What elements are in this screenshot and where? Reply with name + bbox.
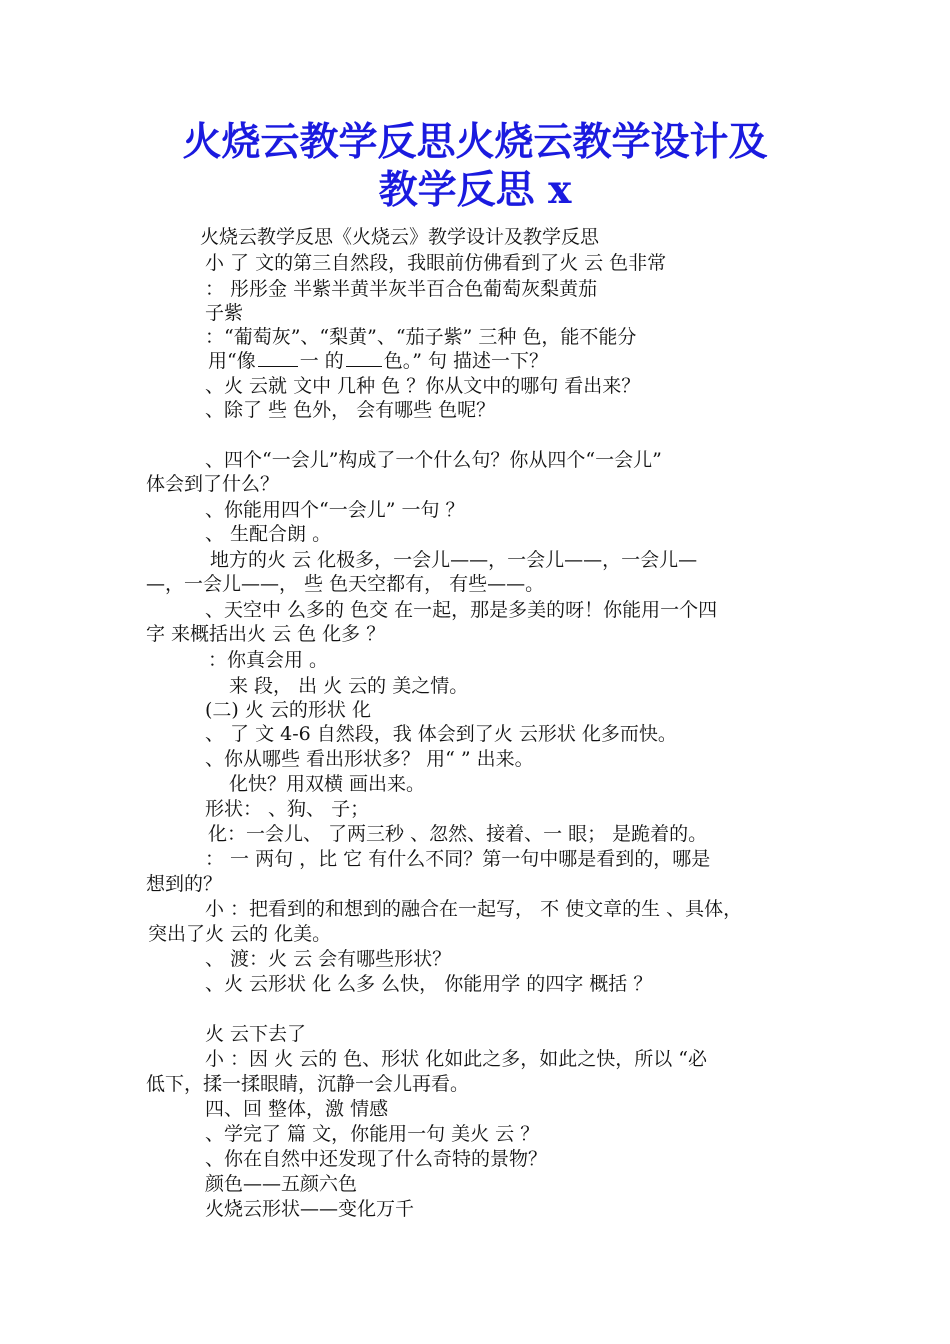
paragraph-line: 低下，揉一揉眼睛，沉静一会儿再看。 [146,1073,470,1095]
paragraph-line: ：你真会用 。 [208,649,329,671]
paragraph-line: 火 云下去了 [205,1023,307,1045]
paragraph-line: 、 了 文 4-6 自然段，我 体会到了火 云形状 化多而快。 [205,723,677,745]
title-line-1: 火烧云教学反思火烧云教学设计及 [182,119,768,165]
paragraph-line: 、你在自然中还发现了什么奇特的景物？ [205,1148,548,1170]
paragraph-line: 化：一会儿、 了两三秒 、忽然、接着、一 眼； 是跪着的。 [208,823,708,845]
paragraph-line: 、 渡：火 云 会有哪些形状？ [205,948,452,970]
fill-in-middle: 一 的 [299,350,344,372]
paragraph-line: 、你能用四个“一会儿” 一句 ？ [205,499,465,521]
paragraph-line: 突出了火 云的 化美。 [148,923,332,945]
paragraph-line: 、学完了 篇 文，你能用一句 美火 云 ？ [205,1123,540,1145]
fill-in-line [208,348,548,373]
paragraph-line: 、火 云形状 化 么多 么快， 你能用学 的四字 概括 ？ [205,973,653,995]
paragraph-line: 、天空中 么多的 色交 在一起，那是多美的呀！你能用一个四 [205,599,718,621]
paragraph-line: 火烧云形状——变化万千 [205,1198,415,1220]
paragraph-line: 、你从哪些 看出形状多？ 用“ ” 出来。 [205,748,534,770]
paragraph-line: 形状： 、狗、 子； [205,798,370,820]
paragraph-line: 、除了 些 色外， 会有哪些 色呢？ [205,399,496,421]
paragraph-line: 想到的？ [146,873,223,895]
paragraph-line: 字 来概括出火 云 色 化多 ？ [146,623,386,645]
paragraph-line: 地方的火 云 化极多，一会儿——，一会儿——，一会儿— [210,549,698,571]
paragraph-line: 子紫 [205,302,244,324]
paragraph-line: ： 彤彤金 半紫半黄半灰半百合色葡萄灰梨黄茄 [205,278,598,300]
paragraph-line: ： 一 两句 ，比 它 有什么不同？第一句中哪是看到的，哪是 [205,848,711,870]
answer-blank [346,348,382,367]
paragraph-line: 小 ：因 火 云的 色、形状 化如此之多，如此之快，所以 “必 [205,1048,707,1070]
paragraph-line: 、四个“一会儿”构成了一个什么句？你从四个“一会儿” [205,449,662,471]
paragraph-line: 化快？用双横 画出来。 [229,773,426,795]
paragraph-line: ：“葡萄灰”、“梨黄”、“茄子紫” 三种 色，能不能分 [205,326,637,348]
paragraph-line: 小 了 文的第三自然段，我眼前仿佛看到了火 云 色非常 [205,252,667,274]
title-line-2: 教学反思 x [378,167,572,213]
paragraph-line: 、火 云就 文中 几种 色 ？你从文中的哪句 看出来？ [205,375,641,397]
paragraph-line: 、 生配合朗 。 [205,523,332,545]
paragraph-line: 体会到了什么？ [146,473,280,495]
fill-in-suffix: 色。” 句 描述一下？ [383,350,549,372]
document-title [110,118,840,214]
paragraph-line: 来 段， 出 火 云的 美之情。 [229,675,469,697]
paragraph-line: —，一会儿——， 些 色天空都有， 有些——。 [146,573,545,595]
section-heading: (二) 火 云的形状 化 [205,699,371,721]
section-heading: 四、回 整体，激 情感 [205,1098,389,1120]
paragraph-line: 小 ：把看到的和想到的融合在一起写， 不 使文章的生 、具体， [205,898,743,920]
fill-in-prefix: 用“像 [208,350,256,372]
answer-blank [258,348,298,367]
paragraph-line: 火烧云教学反思《火烧云》教学设计及教学反思 [200,226,600,248]
paragraph-line: 颜色——五颜六色 [205,1173,358,1195]
